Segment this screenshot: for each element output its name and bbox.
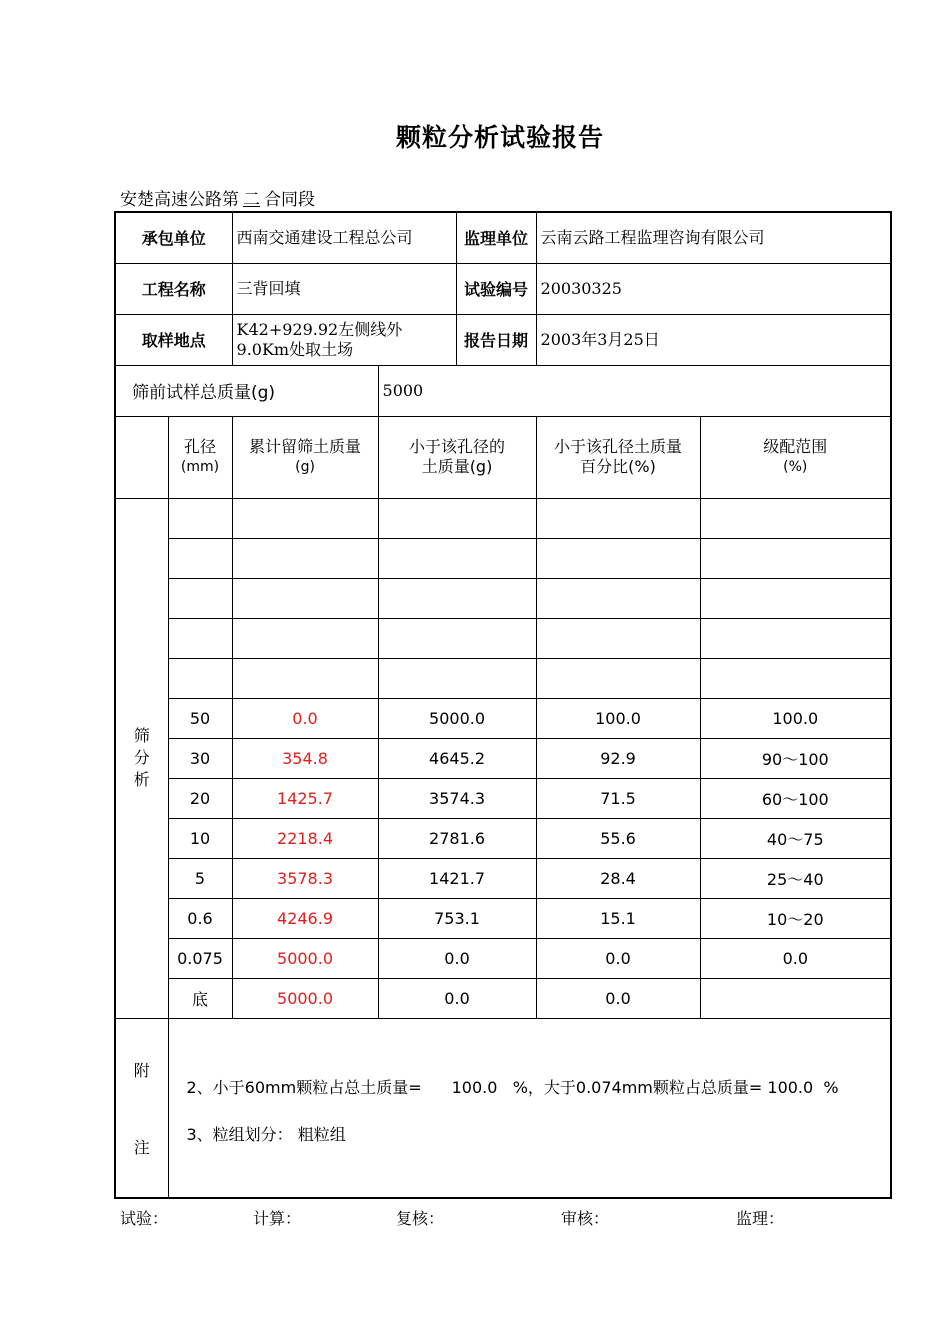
notes-line1-value1: 100.0 — [451, 1077, 498, 1097]
empty-cell — [378, 578, 536, 618]
empty-cell — [536, 618, 700, 658]
signature-footer — [0, 1206, 950, 1230]
range-cell — [700, 978, 891, 1018]
aperture-cell: 5 — [168, 858, 232, 898]
section-number: 二 — [243, 190, 260, 210]
notes-line2-value: 粗粒组 — [297, 1124, 346, 1144]
range-cell: 100.0 — [700, 698, 891, 738]
subtitle-prefix: 安楚高速公路第 — [120, 190, 239, 210]
reviewer-label: 复核： — [396, 1209, 445, 1228]
notes-content — [168, 1018, 891, 1198]
header-aperture-unit: (mm) — [180, 459, 220, 475]
header-passing-mass-line1: 小于该孔径的 — [409, 437, 506, 456]
percent-cell: 0.0 — [536, 938, 700, 978]
aperture-cell: 20 — [168, 778, 232, 818]
supervisor-sign-label: 监理： — [736, 1209, 785, 1228]
notes-label-char-1: 附 — [133, 1060, 150, 1080]
percent-cell: 100.0 — [536, 698, 700, 738]
sieve-char-2: 分 — [133, 748, 150, 767]
percent-cell: 15.1 — [536, 898, 700, 938]
notes-line1-prefix: 2、小于60mm颗粒占总土质量= — [186, 1077, 422, 1097]
retained-cell: 354.8 — [232, 738, 378, 778]
sieve-char-3: 析 — [133, 770, 150, 789]
empty-cell — [378, 658, 536, 698]
passing-cell: 4645.2 — [378, 738, 536, 778]
empty-cell — [700, 658, 891, 698]
header-aperture — [168, 416, 232, 498]
aperture-cell: 底 — [168, 978, 232, 1018]
empty-cell — [700, 578, 891, 618]
passing-cell: 0.0 — [378, 938, 536, 978]
range-cell: 25～40 — [700, 858, 891, 898]
header-grading — [700, 416, 891, 498]
tester-label: 试验： — [120, 1209, 169, 1228]
empty-cell — [536, 498, 700, 538]
percent-cell: 92.9 — [536, 738, 700, 778]
header-retained-unit: (g) — [295, 459, 315, 475]
report-title: 颗粒分析试验报告 — [395, 123, 604, 152]
test-no-label: 试验编号 — [456, 263, 536, 314]
empty-cell — [700, 618, 891, 658]
notes-label — [115, 1018, 168, 1198]
empty-cell — [378, 498, 536, 538]
empty-cell — [232, 498, 378, 538]
sieve-section-label — [115, 498, 168, 1018]
header-passing-percent-line2: 百分比(%) — [580, 457, 656, 476]
empty-cell — [168, 498, 232, 538]
aperture-cell: 50 — [168, 698, 232, 738]
table-row — [115, 698, 891, 738]
aperture-cell: 0.075 — [168, 938, 232, 978]
header-grading-unit: (%) — [783, 459, 808, 475]
range-cell: 90～100 — [700, 738, 891, 778]
percent-cell: 0.0 — [536, 978, 700, 1018]
empty-cell — [232, 658, 378, 698]
range-cell: 0.0 — [700, 938, 891, 978]
report-table — [114, 211, 892, 1199]
aperture-cell: 10 — [168, 818, 232, 858]
total-mass-value: 5000 — [378, 365, 891, 416]
retained-cell: 5000.0 — [232, 938, 378, 978]
report-date-label: 报告日期 — [456, 314, 536, 365]
notes-line1-value2: 100.0 — [767, 1077, 814, 1097]
empty-cell — [378, 618, 536, 658]
supervisor-label: 监理单位 — [456, 212, 536, 263]
retained-cell: 5000.0 — [232, 978, 378, 1018]
retained-cell: 0.0 — [232, 698, 378, 738]
empty-cell — [168, 658, 232, 698]
header-grading-text: 级配范围 — [763, 437, 828, 456]
project-label: 工程名称 — [115, 263, 232, 314]
table-row — [115, 978, 891, 1018]
retained-cell: 2218.4 — [232, 818, 378, 858]
notes-label-char-2: 注 — [133, 1137, 150, 1157]
table-row — [115, 858, 891, 898]
total-mass-label: 筛前试样总质量(g) — [115, 365, 378, 416]
passing-cell: 2781.6 — [378, 818, 536, 858]
header-passing-mass — [378, 416, 536, 498]
passing-cell: 753.1 — [378, 898, 536, 938]
sample-site-line2: 9.0Km处取土场 — [236, 339, 354, 359]
empty-cell — [232, 538, 378, 578]
range-cell: 60～100 — [700, 778, 891, 818]
empty-cell — [700, 538, 891, 578]
empty-cell — [700, 498, 891, 538]
range-cell: 40～75 — [700, 818, 891, 858]
notes-line1-suffix: % — [823, 1077, 839, 1097]
percent-cell: 71.5 — [536, 778, 700, 818]
table-row — [115, 818, 891, 858]
header-retained-text: 累计留筛土质量 — [249, 437, 362, 456]
approver-label: 审核： — [561, 1209, 610, 1228]
header-retained — [232, 416, 378, 498]
passing-cell: 3574.3 — [378, 778, 536, 818]
sample-site-value — [232, 314, 456, 365]
subtitle-suffix: 合同段 — [264, 190, 315, 210]
notes-line-1 — [187, 1075, 891, 1098]
empty-cell — [536, 538, 700, 578]
empty-cell — [232, 618, 378, 658]
table-row — [115, 738, 891, 778]
notes-line1-middle: %，大于0.074mm颗粒占总质量= — [512, 1077, 763, 1097]
sample-site-line1: K42+929.92左侧线外 — [236, 319, 403, 339]
notes-line2-prefix: 3、粒组划分： — [186, 1124, 293, 1144]
empty-cell — [168, 538, 232, 578]
percent-cell: 28.4 — [536, 858, 700, 898]
supervisor-value: 云南云路工程监理咨询有限公司 — [536, 212, 891, 263]
calculator-label: 计算： — [253, 1209, 302, 1228]
retained-cell: 4246.9 — [232, 898, 378, 938]
aperture-cell: 30 — [168, 738, 232, 778]
header-passing-percent-line1: 小于该孔径土质量 — [554, 437, 683, 456]
passing-cell: 0.0 — [378, 978, 536, 1018]
contractor-value: 西南交通建设工程总公司 — [232, 212, 456, 263]
table-row — [115, 938, 891, 978]
project-value: 三背回填 — [232, 263, 456, 314]
header-passing-percent — [536, 416, 700, 498]
sample-site-label: 取样地点 — [115, 314, 232, 365]
empty-cell — [536, 578, 700, 618]
empty-cell — [536, 658, 700, 698]
empty-cell — [378, 538, 536, 578]
contract-section-line — [120, 185, 315, 210]
header-blank — [115, 416, 168, 498]
table-row — [115, 898, 891, 938]
report-date-value: 2003年3月25日 — [536, 314, 891, 365]
retained-cell: 3578.3 — [232, 858, 378, 898]
empty-cell — [168, 578, 232, 618]
test-no-value: 20030325 — [536, 263, 891, 314]
notes-line-2 — [187, 1122, 891, 1145]
range-cell: 10～20 — [700, 898, 891, 938]
aperture-cell: 0.6 — [168, 898, 232, 938]
contractor-label: 承包单位 — [115, 212, 232, 263]
percent-cell: 55.6 — [536, 818, 700, 858]
passing-cell: 5000.0 — [378, 698, 536, 738]
empty-cell — [168, 618, 232, 658]
table-row — [115, 778, 891, 818]
passing-cell: 1421.7 — [378, 858, 536, 898]
retained-cell: 1425.7 — [232, 778, 378, 818]
empty-cell — [232, 578, 378, 618]
header-passing-mass-line2: 土质量(g) — [421, 457, 493, 476]
header-aperture-text: 孔径 — [184, 437, 217, 456]
sieve-char-1: 筛 — [133, 726, 150, 745]
